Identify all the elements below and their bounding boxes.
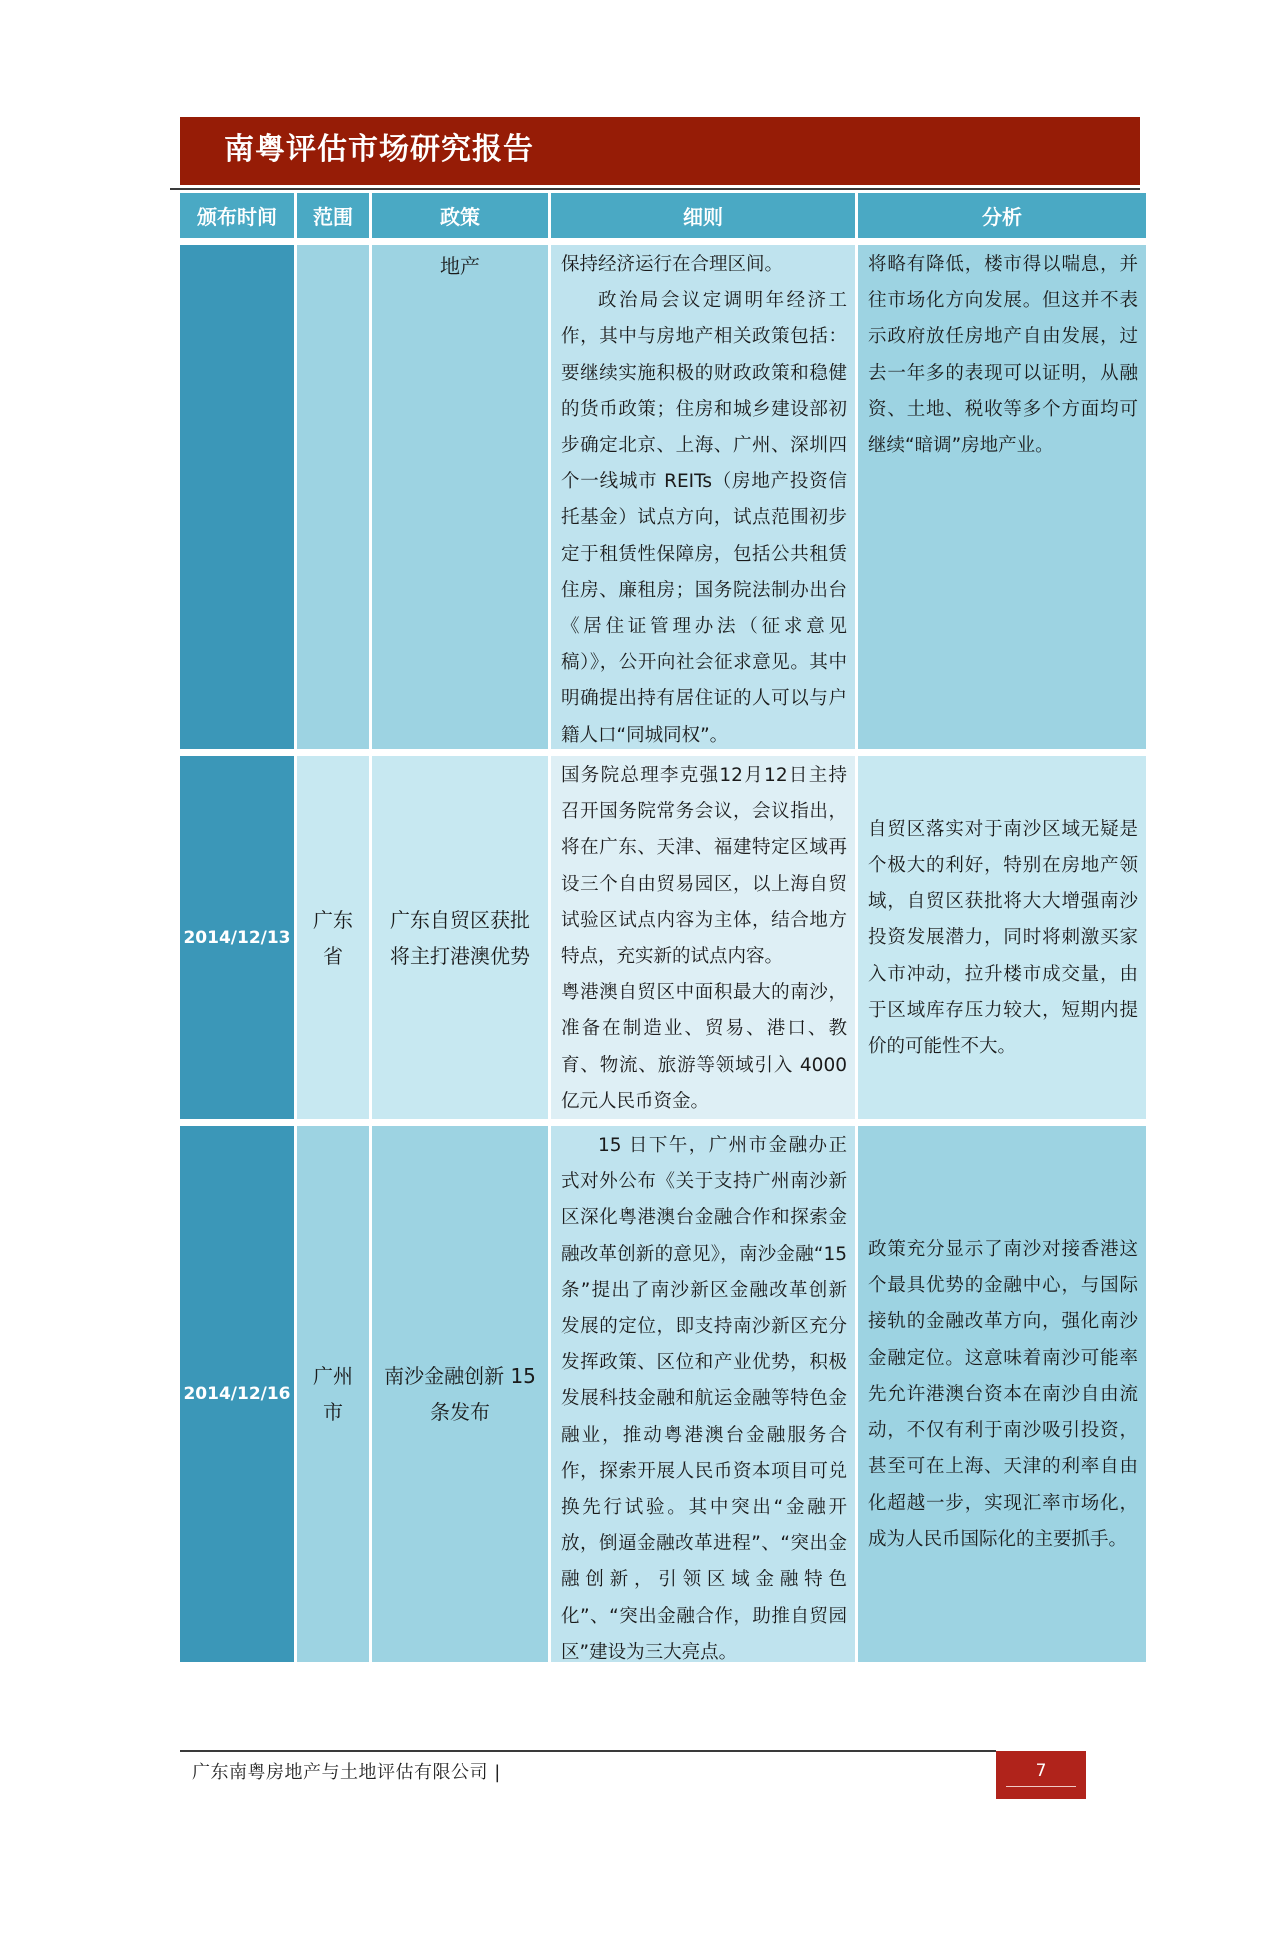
column-header-date: 颁布时间 [180,193,294,238]
page-number-box [996,1751,1086,1799]
date-cell: 2014/12/13 [180,756,294,1119]
scope-cell: 广东省 [297,756,369,1119]
detail-paragraph: 15 日下午，广州市金融办正式对外公布《关于支持广州南沙新区深化粤港澳台金融合作和探索金融改革创新的意见》，南沙金融“15 条”提出了南沙新区金融改革创新发展的定位，即支持南沙新区充分发挥政策、区位和产业优势，积极发展科技金融和航运金融等特色金融业，推动粤港澳台金融服务合作，探索开展人民币资本项目可兑换先行试验。其中突出“金融开放，倒逼金融改革进程”、“突出金融创新，引领区域金融特色化”、“突出金融合作，助推自贸园区”建设为三大亮点。 [561,1135,847,1662]
detail-paragraph: 政治局会议定调明年经济工作，其中与房地产相关政策包括：要继续实施积极的财政政策和稳健的货币政策；住房和城乡建设部初步确定北京、上海、广州、深圳四个一线城市 REITs（房地产投资信托基金）试点方向，试点范围初步定于租赁性保障房，包括公共租赁住房、廉租房；国务院法制办出台《居住证管理办法（征求意见稿）》，公开向社会征求意见。其中明确提出持有居住证的人可以与户籍人口“同城同权”。 [561,290,847,746]
page-number: 7 [1035,1761,1047,1781]
policy-cell: 地产 [372,245,548,749]
analysis-text: 自贸区落实对于南沙区域无疑是个极大的利好，特别在房地产领域，自贸区获批将大大增强南沙投资发展潜力，同时将刺激买家入市冲动，拉升楼市成交量，由于区域库存压力较大，短期内提价的可能性不大。 [868,818,1138,1057]
analysis-text: 政策充分显示了南沙对接香港这个最具优势的金融中心，与国际接轨的金融改革方向，强化南沙金融定位。这意味着南沙可能率先允许港澳台资本在南沙自由流动，不仅有利于南沙吸引投资，甚至可在上海、天津的利率自由化超越一步，实现汇率市场化，成为人民币国际化的主要抓手。 [868,1239,1138,1550]
detail-cell [551,245,855,749]
detail-cell [551,1126,855,1662]
table-row [180,245,1140,749]
column-header-detail: 细则 [551,193,855,238]
footer-divider [180,1750,996,1752]
column-header-analysis: 分析 [858,193,1146,238]
scope-cell: 广州市 [297,1126,369,1662]
table-row [180,1126,1140,1662]
policy-cell: 广东自贸区获批将主打港澳优势 [372,756,548,1119]
analysis-cell [858,756,1146,1119]
detail-paragraph: 国务院总理李克强12月12日主持召开国务院常务会议，会议指出，将在广东、天津、福建特定区域再设三个自由贸易园区，以上海自贸试验区试点内容为主体，结合地方特点，充实新的试点内容。 [561,765,847,968]
header-bar [180,117,1140,185]
detail-paragraph: 保持经济运行在合理区间。 [561,254,784,275]
column-header-policy: 政策 [372,193,548,238]
policy-cell: 南沙金融创新 15 条发布 [372,1126,548,1662]
policy-table [180,193,1140,1662]
page-number-underline [1006,1786,1076,1787]
table-header-row [180,193,1140,238]
header-divider [170,188,1140,190]
detail-paragraph: 粤港澳自贸区中面积最大的南沙，准备在制造业、贸易、港口、教育、物流、旅游等领域引入 4000 亿元人民币资金。 [561,982,847,1112]
report-title: 南粤评估市场研究报告 [224,132,534,167]
scope-cell [297,245,369,749]
date-cell [180,245,294,749]
footer-company: 广东南粤房地产与土地评估有限公司 | [192,1762,501,1783]
table-row [180,756,1140,1119]
analysis-cell [858,245,1146,749]
date-cell: 2014/12/16 [180,1126,294,1662]
analysis-text: 将略有降低，楼市得以喘息，并往市场化方向发展。但这并不表示政府放任房地产自由发展，过去一年多的表现可以证明，从融资、土地、税收等多个方面均可继续“暗调”房地产业。 [868,254,1138,457]
analysis-cell [858,1126,1146,1662]
detail-cell [551,756,855,1119]
column-header-scope: 范围 [297,193,369,238]
